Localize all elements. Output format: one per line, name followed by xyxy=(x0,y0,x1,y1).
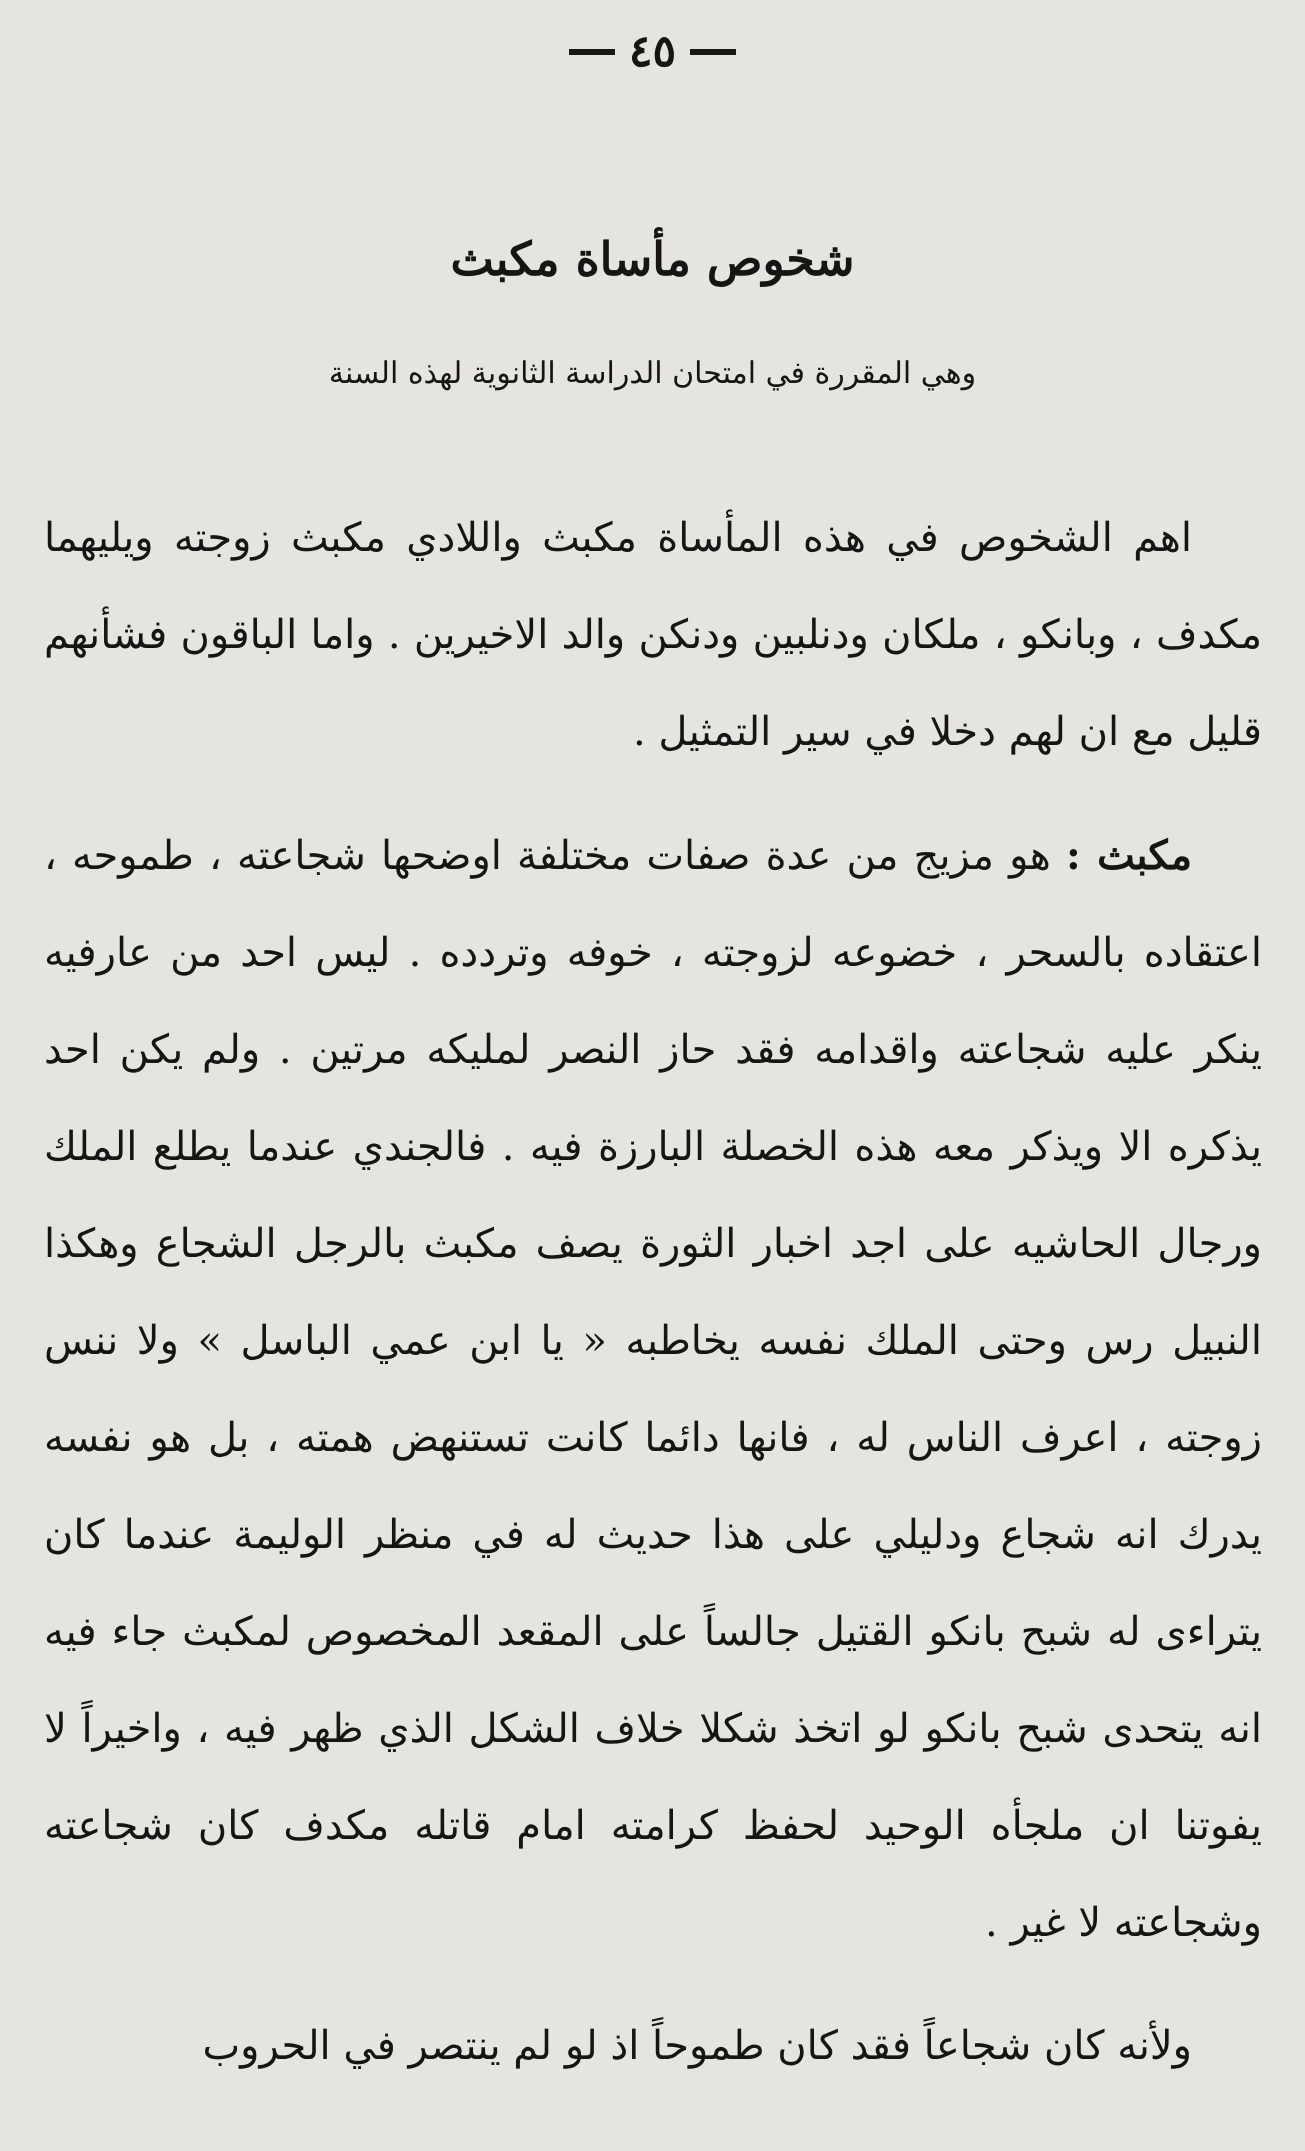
body-text xyxy=(44,490,1262,2095)
intro-paragraph: اهم الشخوص في هذه المأساة مكبث واللادي مكبث زوجته ويليهما مكدف ، وبانكو ، ملكان ودنلبين ودنكن والد الاخيرين . واما الباقون فشأنهم قليل مع ان لهم دخلا في سير التمثيل . xyxy=(44,515,1262,755)
macbeth-paragraph xyxy=(44,807,1262,1972)
macbeth-label: مكبث : xyxy=(1066,832,1192,879)
page-number: ٤٥ xyxy=(628,26,677,77)
chapter-subtitle: وهي المقررة في امتحان الدراسة الثانوية لهذه السنة xyxy=(328,356,977,391)
paragraph-gap xyxy=(44,781,1262,807)
last-paragraph: ولأنه كان شجاعاً فقد كان طموحاً اذ لو لم ينتصر في الحروب xyxy=(202,2023,1192,2069)
paragraph-gap xyxy=(44,1972,1262,1998)
macbeth-text: هو مزيج من عدة صفات مختلفة اوضحها شجاعته ، طموحه ، اعتقاده بالسحر ، خضوعه لزوجته ، خوفه وتردده . ليس احد من عارفيه ينكر عليه شجاعته واقدامه فقد حاز النصر لمليكه مرتين . ولم يكن احد يذكره الا ويذكر معه هذه الخصلة البارزة فيه . فالجندي عندما يطلع الملك ورجال الحاشيه على اجد اخبار الثورة يصف مكبث بالرجل الشجاع وهكذا النبيل رس وحتى الملك نفسه يخاطبه « يا ابن عمي الباسل » ولا ننس زوجته ، اعرف الناس له ، فانها دائما كانت تستنهض همته ، بل هو نفسه يدرك انه شجاع ودليلي على هذا حديث له في منظر الوليمة عندما كان يتراءى له شبح بانكو القتيل جالساً على المقعد المخصوص لمكبث جاء فيه انه يتحدى شبح بانكو لو اتخذ شكلا خلاف الشكل الذي ظهر فيه ، واخيراً لا يفوتنا ان ملجأه الوحيد لحفظ كرامته امام قاتله مكدف كان شجاعته وشجاعته لا غير . xyxy=(44,833,1262,1946)
left-dash xyxy=(569,49,615,55)
chapter-title: شخوص مأساة مكبث xyxy=(450,232,855,286)
page-number-header xyxy=(0,22,1305,82)
right-dash xyxy=(690,49,736,55)
